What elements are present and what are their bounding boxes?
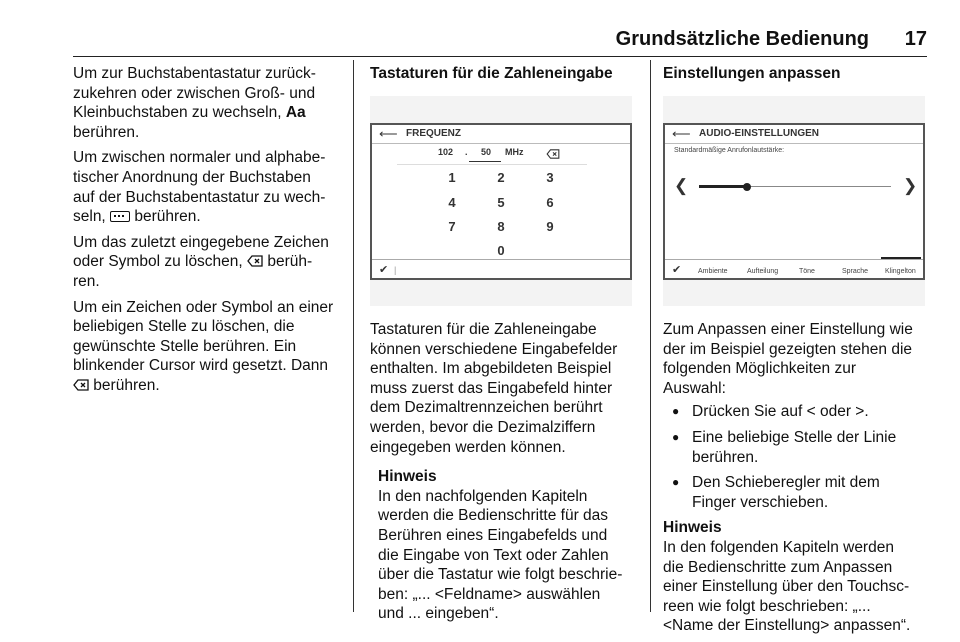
screen-title: FREQUENZ: [406, 128, 461, 139]
active-field-underline: [469, 161, 501, 162]
list-item: [663, 428, 907, 467]
column-1: [73, 64, 348, 402]
text-line: In den nachfolgenden Kapiteln: [378, 487, 588, 505]
slider-fill: [699, 185, 747, 188]
text-line: beliebigen Stelle zu löschen, die: [73, 318, 295, 336]
footer-separator: |: [394, 265, 397, 275]
settings-figure: [663, 96, 925, 306]
text-line: enthalten. Im abgebildeten Beispiel: [370, 360, 612, 378]
title-divider: [372, 143, 630, 144]
key-9[interactable]: 9: [546, 219, 554, 234]
text-line: ren.: [73, 272, 100, 290]
text-line: berühren.: [89, 376, 160, 394]
text-line: zukehren oder zwischen Groß- und: [73, 84, 316, 102]
tab-aufteilung[interactable]: Aufteilung: [747, 268, 779, 275]
list-item: [663, 473, 892, 512]
text-line: Drücken Sie auf: [692, 403, 807, 421]
numeric-keyboard-screen: [370, 123, 632, 280]
text-line: .: [864, 403, 869, 421]
text-line: Auswahl:: [663, 379, 726, 397]
paragraph-keyboard-switch: [73, 64, 348, 142]
footer-divider: [665, 259, 923, 260]
text-line: Kleinbuchstaben zu wechseln,: [73, 104, 286, 122]
left-chevron-symbol: <: [806, 403, 816, 421]
text-line: Um zur Buchstabentastatur zurück-: [73, 65, 316, 82]
text-line: oder Symbol zu löschen,: [73, 253, 248, 271]
column-divider-2: [650, 60, 651, 612]
backspace-icon[interactable]: [545, 149, 561, 159]
page-number: 17: [904, 28, 927, 50]
keypad-divider: [397, 164, 587, 165]
text-line: muss zuerst das Eingabefeld hinter: [370, 379, 613, 397]
text-line: Berühren eines Eingabefelds und: [378, 526, 608, 544]
text-line: Tastaturen für die Zahleneingabe: [370, 321, 597, 338]
key-4[interactable]: 4: [448, 195, 456, 210]
numeric-keyboard-figure: [370, 96, 632, 306]
tab-toene[interactable]: Töne: [799, 268, 815, 275]
confirm-check-icon[interactable]: ✔: [379, 264, 389, 276]
right-chevron-symbol: >: [855, 403, 865, 421]
tab-sprache[interactable]: Sprache: [842, 268, 869, 275]
text-line: In den folgenden Kapiteln werden: [663, 538, 894, 556]
options-list: [663, 402, 938, 512]
case-key-label: Aa: [285, 104, 306, 122]
backspace-icon: [247, 255, 263, 267]
text-line: können verschiedene Eingabefelder: [370, 340, 618, 358]
text-line: auf der Buchstabentastatur zu wech-: [73, 188, 326, 206]
key-3[interactable]: 3: [546, 170, 554, 185]
decrease-arrow-icon[interactable]: ❮: [674, 176, 689, 195]
text-line: Den Schieberegler mit dem Finger verschieben.: [692, 474, 880, 511]
tab-ambiente[interactable]: Ambiente: [698, 268, 728, 275]
key-8[interactable]: 8: [497, 219, 505, 234]
footer-divider: [372, 259, 630, 260]
key-7[interactable]: 7: [448, 219, 456, 234]
text-line: berühren.: [73, 123, 140, 141]
key-2[interactable]: 2: [497, 170, 505, 185]
paragraph-settings-intro: [663, 320, 938, 398]
text-line: tischer Anordnung der Buchstaben: [73, 168, 311, 186]
text-line: werden die Bedienschritte für das: [378, 507, 609, 525]
paragraph-layout-switch: [73, 148, 348, 226]
text-line: dem Dezimaltrennzeichen berührt: [370, 399, 603, 417]
text-line: folgenden Möglichkeiten zur: [663, 360, 857, 378]
page-title: Grundsätzliche Bedienung: [615, 28, 869, 50]
text-line: oder: [815, 403, 856, 421]
note-title: Hinweis: [663, 519, 722, 537]
freq-unit: MHz: [505, 147, 524, 157]
text-line: Zum Anpassen einer Einstellung wie: [663, 321, 913, 338]
title-divider: [665, 143, 923, 144]
text-line: über die Tastatur wie folgt beschrie-: [378, 566, 623, 584]
tab-klingelton[interactable]: Klingelton: [885, 268, 916, 275]
key-6[interactable]: 6: [546, 195, 554, 210]
back-arrow-icon[interactable]: ⟵: [379, 126, 398, 141]
freq-integer-field[interactable]: 102: [438, 147, 454, 157]
slider-knob[interactable]: [743, 183, 751, 191]
key-1[interactable]: 1: [448, 170, 456, 185]
list-item: [663, 402, 938, 422]
text-line: seln,: [73, 208, 111, 226]
setting-label: Standardmäßige Anrufonlautstärke:: [674, 147, 785, 154]
text-line: der im Beispiel gezeigten stehen die: [663, 340, 913, 358]
text-line: reen wie folgt beschrieben: „...: [663, 597, 871, 615]
text-line: berüh-: [263, 253, 313, 271]
header-rule: [73, 56, 927, 57]
text-line: Um das zuletzt eingegebene Zeichen: [73, 233, 329, 251]
text-line: blinkender Cursor wird gesetzt. Dann: [73, 357, 329, 375]
column-3: [663, 64, 933, 84]
section-heading-numeric: Tastaturen für die Zahleneingabe: [370, 65, 613, 82]
column-2-body: [370, 320, 645, 624]
audio-settings-screen: [663, 123, 925, 280]
screen-title: AUDIO-EINSTELLUNGEN: [699, 128, 819, 139]
key-5[interactable]: 5: [497, 195, 505, 210]
section-heading-settings: Einstellungen anpassen: [663, 65, 841, 82]
key-0[interactable]: 0: [497, 243, 505, 258]
confirm-check-icon[interactable]: ✔: [672, 264, 682, 276]
decimal-separator: .: [465, 147, 468, 157]
text-line: ben: „... <Feldname> auswählen: [378, 585, 601, 603]
column-divider-1: [353, 60, 354, 612]
text-line: Um zwischen normaler und alphabe-: [73, 149, 326, 167]
freq-decimal-field[interactable]: 50: [481, 147, 492, 157]
text-line: gewünschte Stelle berühren. Ein: [73, 337, 297, 355]
note-box: [378, 467, 645, 624]
increase-arrow-icon[interactable]: ❯: [903, 176, 918, 195]
column-3-body: [663, 320, 938, 636]
note-box: [663, 518, 938, 636]
text-line: einer Einstellung über den Touchsc-: [663, 578, 910, 596]
text-line: berühren.: [130, 208, 201, 226]
text-line: eingegeben werden können.: [370, 438, 566, 456]
backspace-icon: [73, 379, 89, 391]
back-arrow-icon[interactable]: ⟵: [672, 126, 691, 141]
text-line: Eine beliebige Stelle der Linie berühren.: [692, 428, 897, 466]
keyboard-icon: [110, 211, 130, 222]
text-line: die Eingabe von Text oder Zahlen: [378, 546, 609, 564]
text-line: und ... eingeben“.: [378, 605, 499, 623]
text-line: werden, bevor die Dezimalziffern: [370, 418, 596, 436]
text-line: die Bedienschritte zum Anpassen: [663, 558, 893, 576]
paragraph-numeric-keyboards: [370, 320, 645, 457]
paragraph-delete-anywhere: [73, 298, 348, 396]
text-line: Um ein Zeichen oder Symbol an einer: [73, 298, 334, 316]
page-header: [73, 28, 927, 52]
paragraph-delete-last: [73, 233, 348, 292]
note-title: Hinweis: [378, 468, 437, 486]
column-2: [370, 64, 645, 84]
text-line: <Name der Einstellung> anpassen“.: [663, 617, 911, 635]
